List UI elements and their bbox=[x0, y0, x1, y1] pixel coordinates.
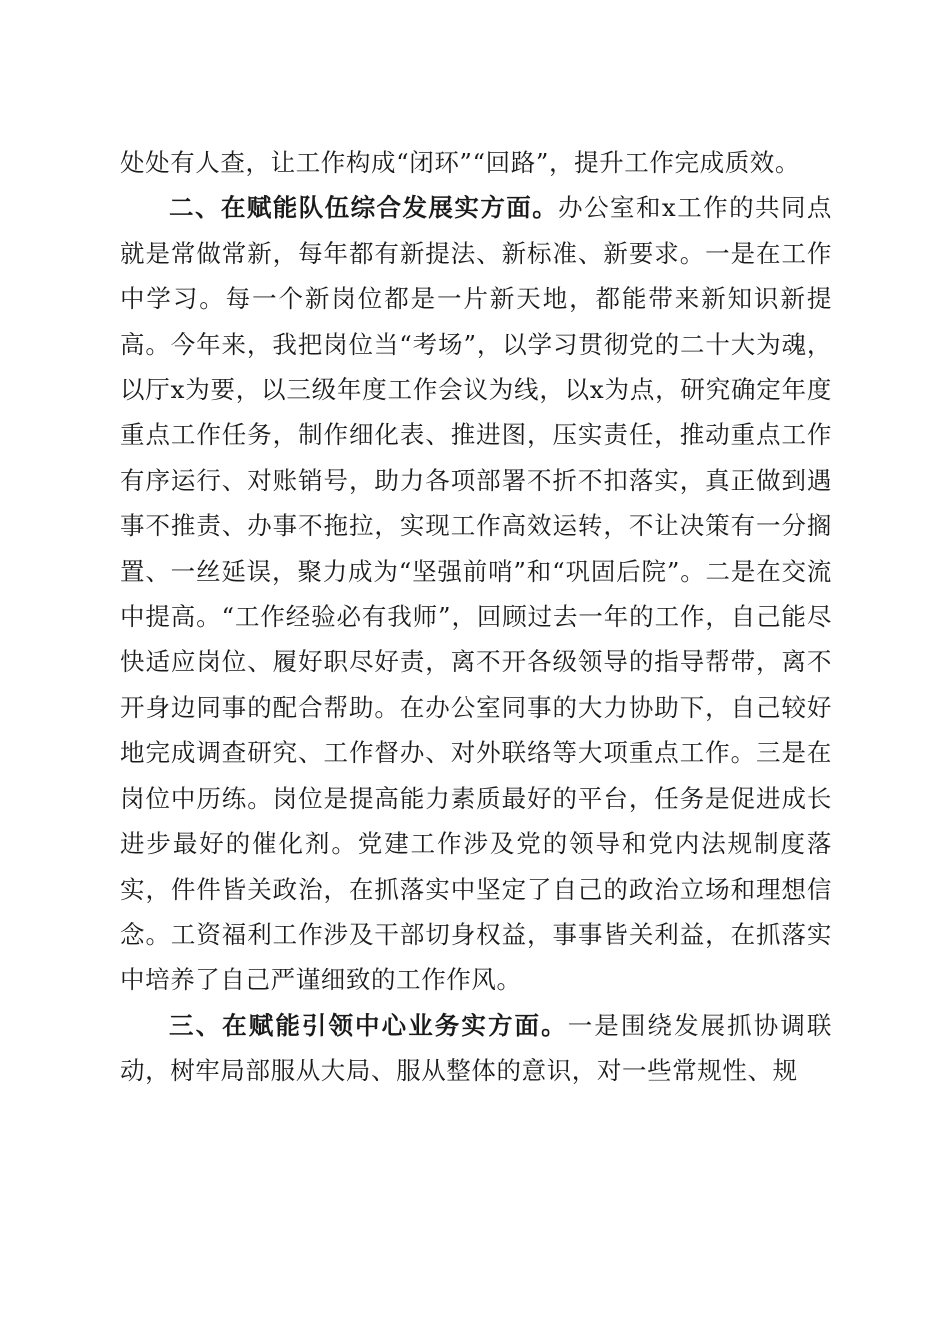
paragraph-text: 办公室和x工作的共同点就是常做常新，每年都有新提法、新标准、新要求。一是在工作中学习。每一个新岗位都是一片新天地，都能带来新知识新提高。今年来，我把岗位当“考场”，以学习贯彻党的二十大为魂，以厅x为要，以三级年度工作会议为线，以x为点，研究确定年度重点工作任务，制作细化表、推进图，压实责任，推动重点工作有序运行、对账销号，助力各项部署不折不扣落实，真正做到遇事不推责、办事不拖拉，实现工作高效运转，不让决策有一分搁置、一丝延误，聚力成为“坚强前哨”和“巩固后院”。二是在交流中提高。“工作经验必有我师”，回顾过去一年的工作，自己能尽快适应岗位、履好职尽好责，离不开各级领导的指导帮带，离不开身边同事的配合帮助。在办公室同事的大力协助下，自己较好地完成调查研究、工作督办、对外联络等大项重点工作。三是在岗位中历练。岗位是提高能力素质最好的平台，任务是促进成长进步最好的催化剂。党建工作涉及党的领导和党内法规制度落实，件件皆关政治，在抓落实中坚定了自己的政治立场和理想信念。工资福利工作涉及干部切身权益，事事皆关利益，在抓落实中培养了自己严谨细致的工作作风。 bbox=[120, 193, 833, 995]
paragraph-text: 处处有人查，让工作构成“闭环”“回路”，提升工作完成质效。 bbox=[120, 148, 800, 177]
paragraph-continuation bbox=[120, 140, 832, 185]
section-heading: 三、在赋能引领中心业务实方面。 bbox=[169, 1010, 568, 1040]
paragraph-text: 一是围绕发展抓协调联动，树牢局部服从大局、服从整体的意识，对一些常规性、规 bbox=[120, 1010, 832, 1086]
paragraph-section-3 bbox=[120, 1003, 832, 1094]
paragraph-section-2 bbox=[120, 185, 832, 1002]
section-heading: 二、在赋能队伍综合发展实方面。 bbox=[169, 193, 559, 223]
document-body bbox=[120, 140, 832, 1094]
